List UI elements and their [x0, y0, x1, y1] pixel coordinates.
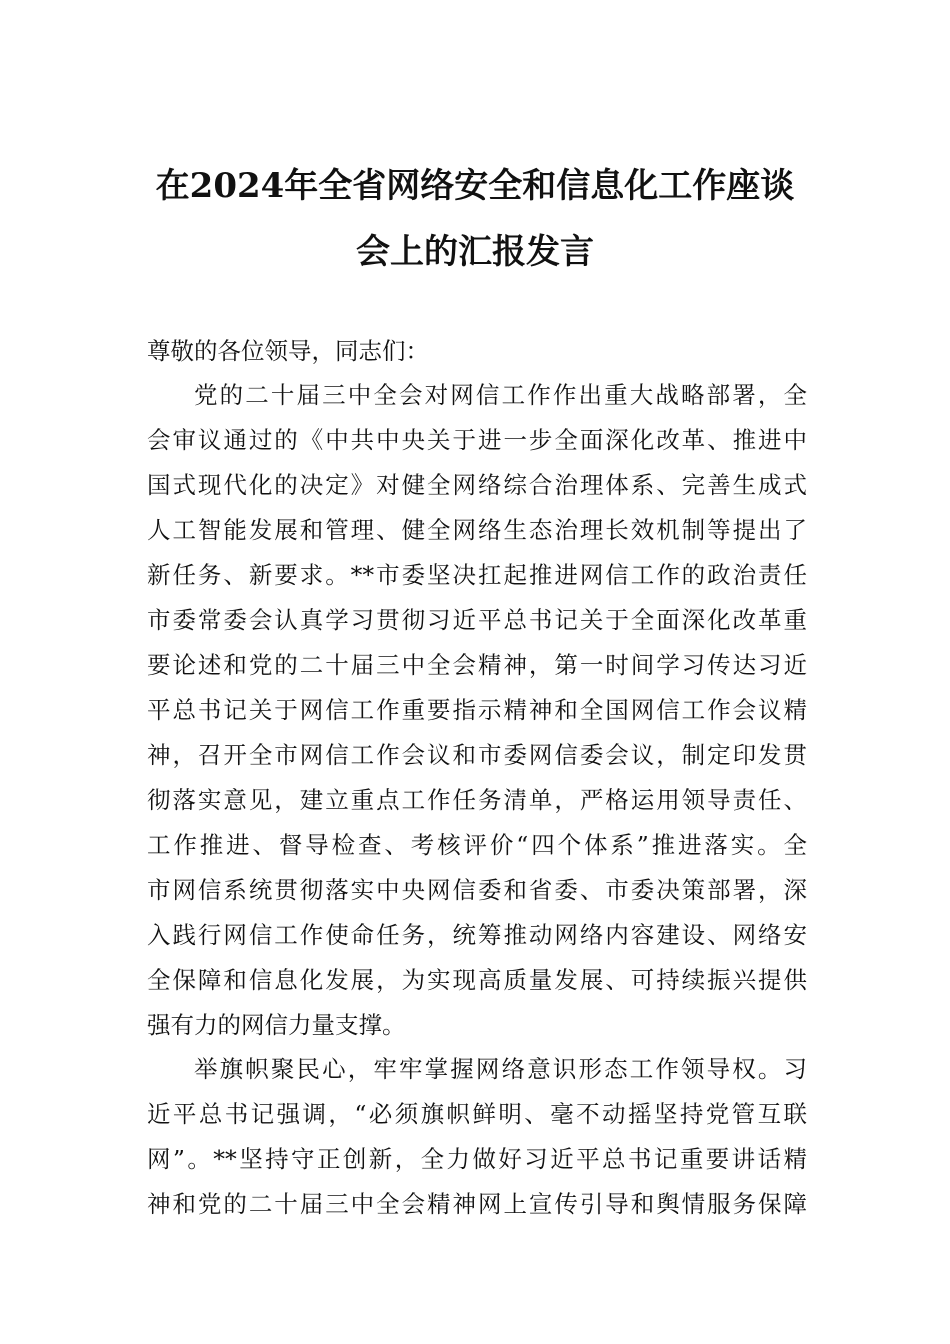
paragraph-1-line: 党的二十届三中全会对网信工作作出重大战略部署，全: [194, 381, 807, 409]
document-title-line-1: 在2024年全省网络安全和信息化工作座谈: [155, 166, 795, 206]
paragraph-1-line: 神，召开全市网信工作会议和市委网信委会议，制定印发贯: [147, 741, 807, 769]
paragraph-1-line: 会审议通过的《中共中央关于进一步全面深化改革、推进中: [147, 426, 807, 454]
paragraph-1-line: 市网信系统贯彻落实中央网信委和省委、市委决策部署，深: [147, 876, 807, 904]
paragraph-2-line: 近平总书记强调，“必须旗帜鲜明、毫不动摇坚持党管互联: [147, 1100, 807, 1128]
paragraph-1-line: 国式现代化的决定》对健全网络综合治理体系、完善生成式: [147, 471, 807, 499]
salutation: 尊敬的各位领导，同志们：: [147, 337, 429, 365]
paragraph-1-line: 要论述和党的二十届三中全会精神，第一时间学习传达习近: [147, 651, 807, 679]
paragraph-2-line: 网”。**坚持守正创新，全力做好习近平总书记重要讲话精: [147, 1145, 807, 1173]
paragraph-1-line: 人工智能发展和管理、健全网络生态治理长效机制等提出了: [147, 516, 807, 544]
paragraph-1-line: 彻落实意见，建立重点工作任务清单，严格运用领导责任、: [147, 786, 807, 814]
paragraph-1-line: 入践行网信工作使命任务，统筹推动网络内容建设、网络安: [147, 921, 807, 949]
paragraph-1-line: 新任务、新要求。**市委坚决扛起推进网信工作的政治责任: [147, 561, 807, 589]
paragraph-2-line: 神和党的二十届三中全会精神网上宣传引导和舆情服务保障: [147, 1190, 807, 1218]
paragraph-1-line: 强有力的网信力量支撑。: [147, 1011, 406, 1039]
paragraph-1-line: 平总书记关于网信工作重要指示精神和全国网信工作会议精: [147, 696, 807, 724]
paragraph-1-line: 工作推进、督导检查、考核评价“四个体系”推进落实。全: [147, 831, 807, 859]
paragraph-1-line: 市委常委会认真学习贯彻习近平总书记关于全面深化改革重: [147, 606, 807, 634]
document-title-line-2: 会上的汇报发言: [356, 232, 594, 272]
paragraph-2-line: 举旗帜聚民心，牢牢掌握网络意识形态工作领导权。习: [194, 1055, 807, 1083]
paragraph-1-line: 全保障和信息化发展，为实现高质量发展、可持续振兴提供: [147, 966, 807, 994]
